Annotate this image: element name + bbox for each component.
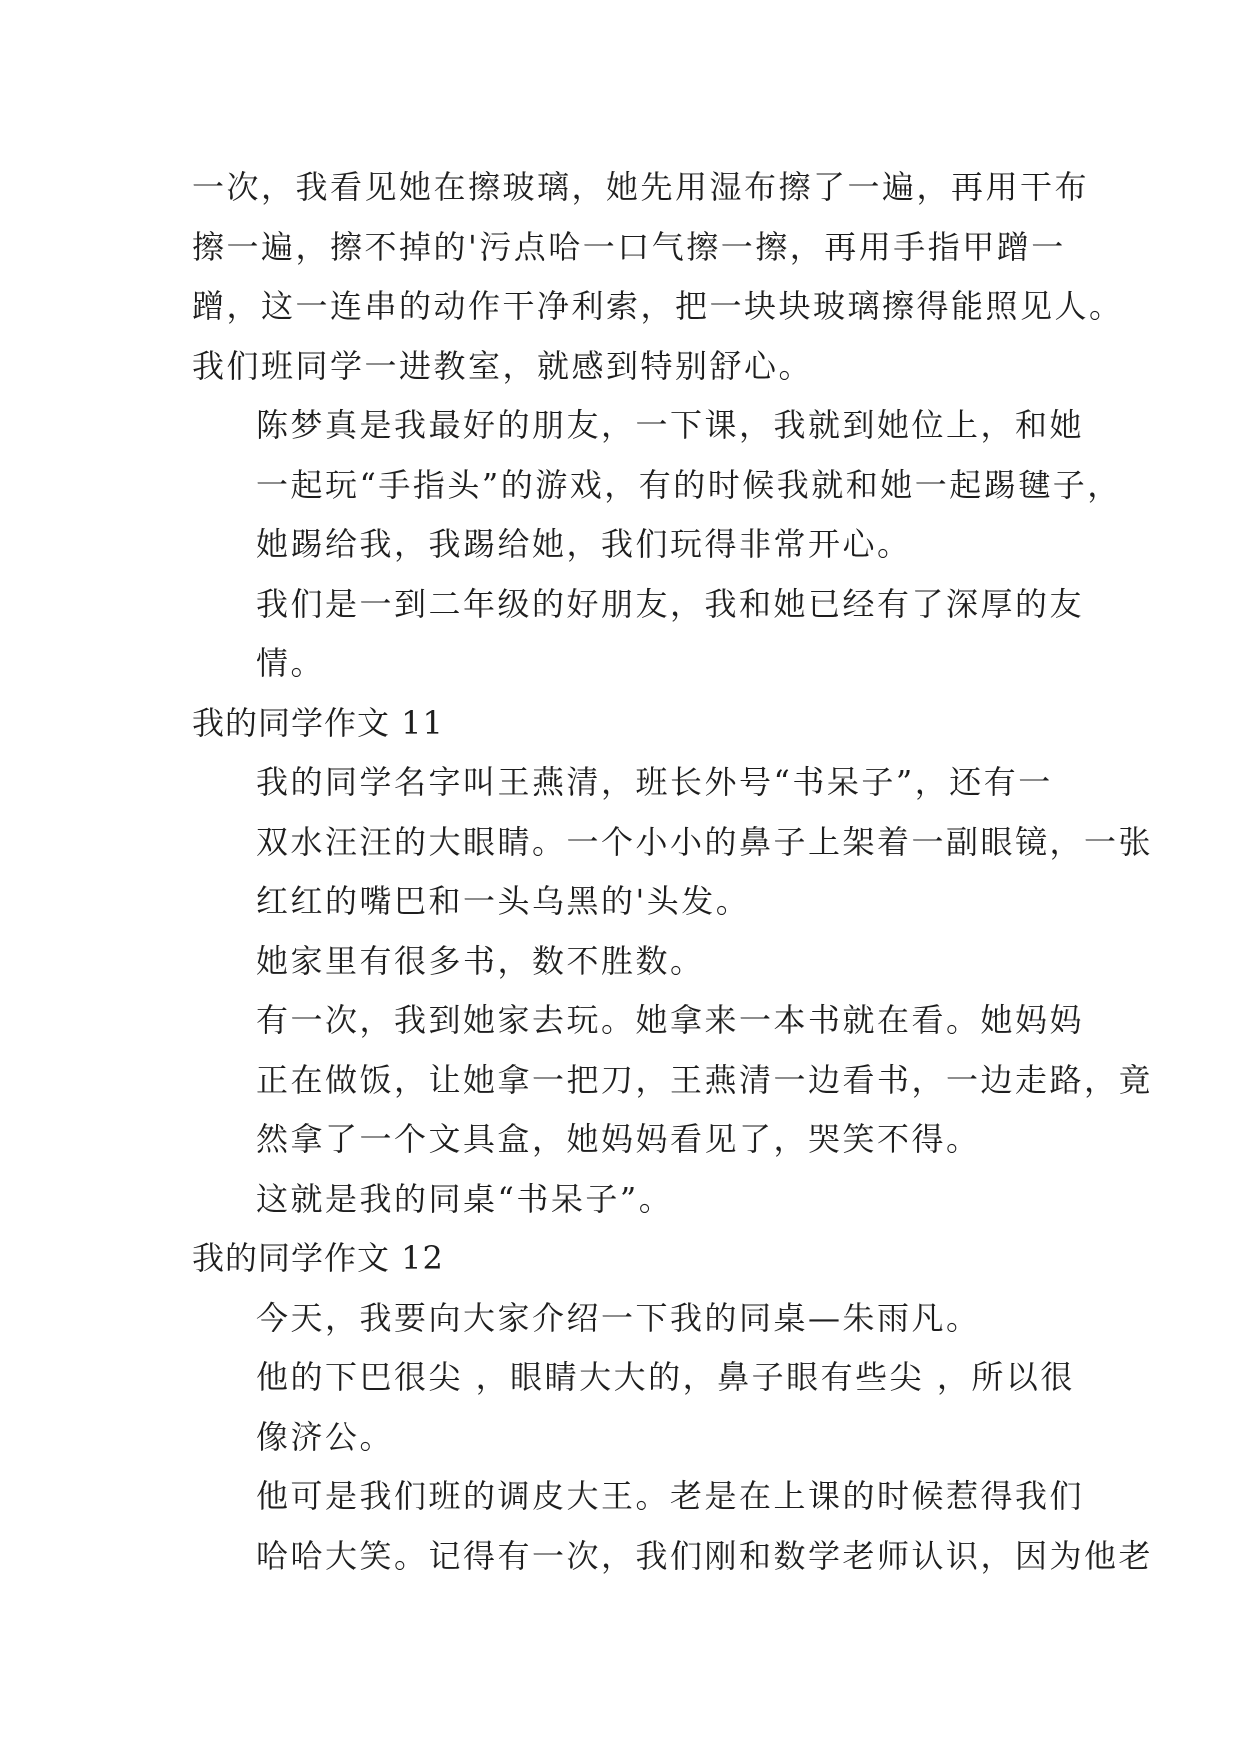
text-line: 一起玩“手指头”的游戏，有的时候我就和她一起踢毽子， (256, 465, 1122, 504)
body-paragraph (192, 753, 1154, 932)
text-line: 双水汪汪的大眼睛。一个小小的鼻子上架着一副眼镜，一张 (256, 822, 1154, 861)
text-line: 陈梦真是我最好的朋友，一下课，我就到她位上，和她 (256, 406, 1085, 444)
text-line: 正在做饭，让她拿一把刀，王燕清一边看书，一边走路，竟 (256, 1060, 1154, 1099)
text-line: 这就是我的同桌“书呆子”。 (256, 1179, 674, 1218)
text-line: 哈哈大笑。记得有一次，我们刚和数学老师认识，因为他老 (256, 1536, 1154, 1575)
section-heading (192, 1229, 1052, 1289)
text-line: 然拿了一个文具盒，她妈妈看见了，哭笑不得。 (256, 1120, 981, 1158)
text-line: 红红的嘴巴和一头乌黑的'头发。 (256, 882, 751, 920)
text-line: 今天，我要向大家介绍一下我的同桌—朱雨凡。 (256, 1298, 981, 1337)
text-line: 擦一遍，擦不掉的'污点哈一口气擦一擦，再用手指甲蹭一 (192, 227, 1066, 266)
text-line: 他的下巴很尖 ，眼睛大大的，鼻子眼有些尖 ，所以很 (256, 1358, 1075, 1396)
text-line: 一次，我看见她在擦玻璃，她先用湿布擦了一遍，再用干布 (192, 168, 1090, 206)
text-line: 她家里有很多书，数不胜数。 (256, 941, 705, 980)
text-line: 我们是一到二年级的好朋友，我和她已经有了深厚的友 (256, 584, 1085, 623)
body-paragraph (192, 158, 1124, 396)
body-paragraph (192, 991, 1154, 1170)
text-line: 我的同学作文 11 (192, 703, 444, 742)
text-line: 我的同学作文 12 (192, 1239, 444, 1277)
text-line: 我的同学名字叫王燕清，班长外号“书呆子”，还有一 (256, 763, 1053, 801)
text-line: 他可是我们班的调皮大王。老是在上课的时候惹得我们 (256, 1477, 1085, 1515)
text-line: 情。 (256, 644, 326, 682)
body-paragraph (192, 575, 1085, 694)
text-line: 我们班同学一进教室，就感到特别舒心。 (192, 346, 814, 385)
body-paragraph (192, 1467, 1154, 1586)
text-line: 蹭，这一连串的动作干净利索，把一块块玻璃擦得能照见人。 (192, 287, 1124, 325)
body-paragraph (192, 396, 1122, 575)
text-line: 像济公。 (256, 1417, 395, 1456)
document-body (192, 158, 1154, 1586)
body-paragraph (192, 932, 1052, 992)
body-paragraph (192, 1289, 1052, 1349)
section-heading (192, 694, 1052, 754)
body-paragraph (192, 1170, 1052, 1230)
body-paragraph (192, 1348, 1075, 1467)
text-line: 她踢给我，我踢给她，我们玩得非常开心。 (256, 525, 912, 563)
text-line: 有一次，我到她家去玩。她拿来一本书就在看。她妈妈 (256, 1001, 1085, 1039)
